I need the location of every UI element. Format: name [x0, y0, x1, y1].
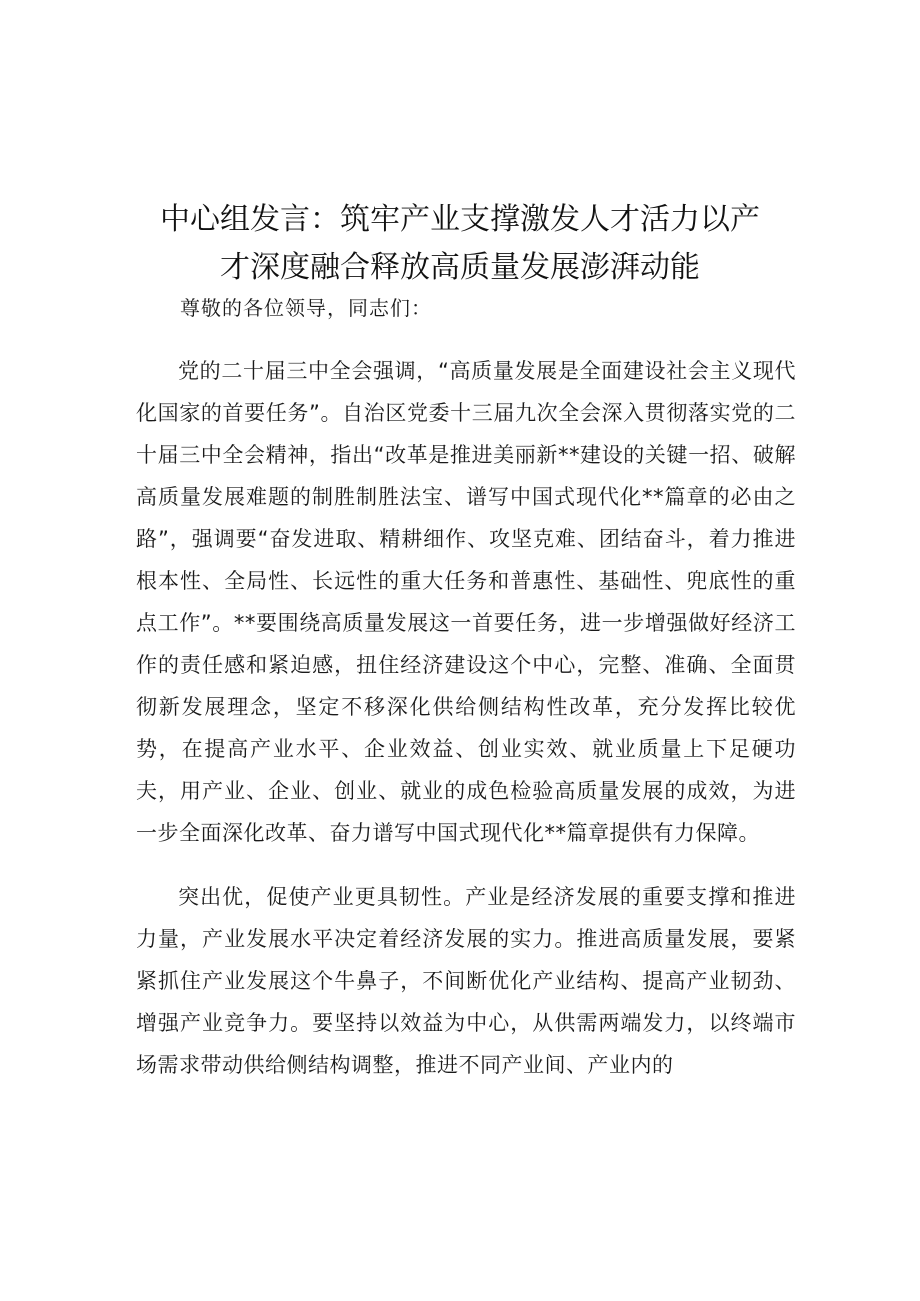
salutation: 尊敬的各位领导，同志们：: [180, 296, 432, 320]
title-line-1: 中心组发言：筑牢产业支撑激发人才活力以产: [160, 202, 760, 237]
title-line-2: 才深度融合释放高质量发展澎湃动能: [220, 250, 700, 285]
paragraph: 党的二十届三中全会强调，“高质量发展是全面建设社会主义现代化国家的首要任务”。自治区党委十三届九次全会深入贯彻落实党的二十届三中全会精神，指出“改革是推进美丽新**建设的关键一招、破解高质量发展难题的制胜制胜法宝、谱写中国式现代化**篇章的必由之路”，强调要“奋发进取、精耕细作、攻坚克难、团结奋斗，着力推进根本性、全局性、长远性的重大任务和普惠性、基础性、兜底性的重点工作”。**要围绕高质量发展这一首要任务，进一步增强做好经济工作的责任感和紧迫感，扭住经济建设这个中心，完整、准确、全面贯彻新发展理念，坚定不移深化供给侧结构性改革，充分发挥比较优势，在提高产业水平、企业效益、创业实效、就业质量上下足硬功夫，用产业、企业、创业、就业的成色检验高质量发展的成效，为进一步全面深化改革、奋力谱写中国式现代化**篇章提供有力保障。: [136, 359, 796, 845]
document-title: [130, 196, 790, 292]
paragraph: 突出优，促使产业更具韧性。产业是经济发展的重要支撑和推进力量，产业发展水平决定着经济发展的实力。推进高质量发展，要紧紧抓住产业发展这个牛鼻子，不间断优化产业结构、提高产业韧劲、增强产业竞争力。要坚持以效益为中心，从供需两端发力，以终端市场需求带动供给侧结构调整，推进不同产业间、产业内的: [136, 885, 796, 1077]
document-body: [136, 288, 796, 1086]
